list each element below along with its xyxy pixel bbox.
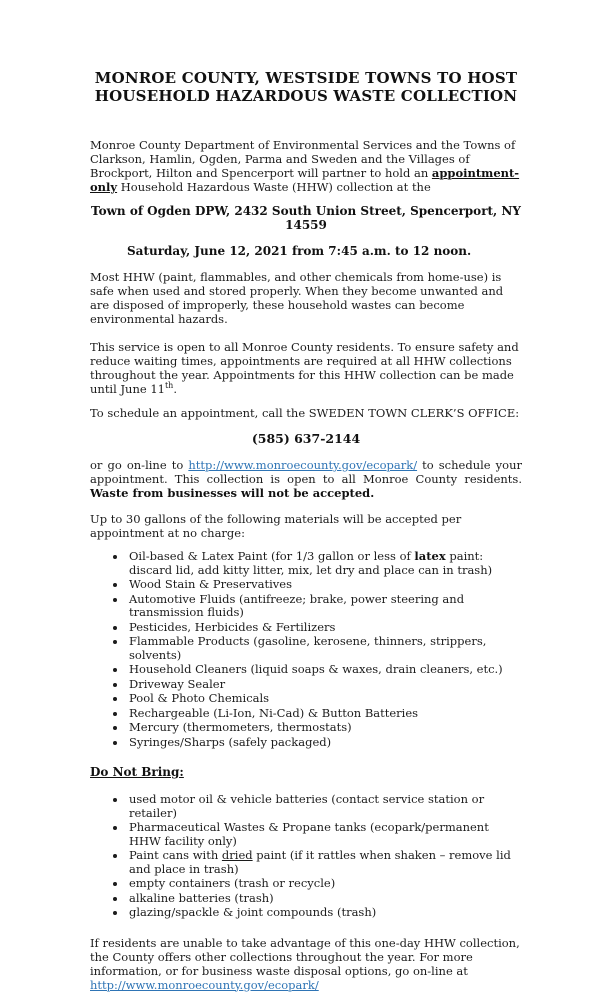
schedule-appointment-line: To schedule an appointment, call the SWEDEN TOWN CLERK’S OFFICE:	[90, 406, 520, 420]
text-run: Household Hazardous Waste (HHW) collection at the	[117, 180, 431, 194]
text-run: Flammable Products (gasoline, kerosene, thinners, strippers, solvents)	[129, 634, 487, 662]
text-run: Automotive Fluids (antifreeze; brake, power steering and transmission fluids)	[129, 591, 465, 619]
list-item	[127, 692, 522, 706]
emphasis-text: th	[164, 381, 174, 391]
list-item	[127, 849, 522, 876]
list-item	[127, 635, 522, 662]
list-item	[127, 578, 522, 592]
text-run: Wood Stain & Preservatives	[129, 577, 292, 591]
text-run: alkaline batteries (trash)	[129, 890, 274, 905]
accepted-materials-list	[90, 550, 522, 749]
do-not-bring-heading: Do Not Bring:	[90, 765, 184, 779]
hyperlink[interactable]: http://www.monroecounty.gov/ecopark/	[188, 458, 418, 472]
closing-paragraph	[90, 936, 522, 992]
do-not-bring-list	[90, 793, 522, 920]
text-run: glazing/spackle & joint compounds (trash)	[129, 905, 377, 919]
title-line-1: MONROE COUNTY, WESTSIDE TOWNS TO HOST	[94, 69, 518, 87]
text-run: .	[173, 382, 177, 396]
text-run: Paint cans with	[129, 848, 222, 862]
list-item	[127, 821, 522, 848]
text-run: to schedule your appointment. This collection is open to all Monroe County residents.	[90, 458, 522, 486]
hyperlink[interactable]: http://www.monroecounty.gov/ecopark/	[90, 977, 319, 992]
text-run: paint (if it rattles when shaken – remove lid and place in trash)	[129, 848, 511, 876]
document-title	[90, 70, 522, 105]
text-run: Monroe County Department of Environmental Services and the Towns of Clarkson, Hamlin, Ogden, Parma and Sweden and the Villages of Brockport, Hilton and Spencerport will partner to hold an	[90, 138, 516, 180]
list-item	[127, 621, 522, 635]
accepted-materials-intro: Up to 30 gallons of the following materials will be accepted per appointment at no charge:	[90, 512, 462, 540]
event-location-line: Town of Ogden DPW, 2432 South Union Street, Spencerport, NY 14559	[91, 204, 521, 232]
emphasis-text: latex	[414, 549, 446, 563]
list-item	[127, 707, 522, 721]
title-line-2: HOUSEHOLD HAZARDOUS WASTE COLLECTION	[94, 86, 518, 105]
text-run: Driveway Sealer	[129, 676, 226, 691]
phone-number: (585) 637-2144	[251, 431, 361, 446]
text-run: Pool & Photo Chemicals	[129, 691, 270, 705]
intro-paragraph	[90, 138, 522, 194]
emphasis-text: appointment-only	[90, 166, 520, 194]
emphasis-text: dried	[221, 848, 253, 862]
online-scheduling-paragraph	[90, 458, 522, 500]
text-run: This service is open to all Monroe County residents. To ensure safety and reduce waiting times, appointments are required at all HHW collections throughout the year. Appointments for this HHW collection can be made until June 11	[90, 340, 519, 396]
text-run: Syringes/Sharps (safely packaged)	[129, 734, 332, 749]
list-item	[127, 678, 522, 692]
text-run: Oil-based & Latex Paint (for 1/3 gallon or less of	[129, 549, 415, 563]
hhw-safety-paragraph: Most HHW (paint, flammables, and other chemicals from home-use) is safe when used and stored properly. When they become unwanted and are disposed of improperly, these household wastes can become environmental hazards.	[90, 270, 504, 326]
list-item	[127, 793, 522, 820]
list-item	[127, 663, 522, 677]
text-run: Rechargeable (Li-Ion, Ni-Cad) & Button Batteries	[129, 705, 419, 720]
list-item	[127, 593, 522, 620]
text-run: empty containers (trash or recycle)	[129, 876, 336, 890]
emphasis-text: Waste from businesses will not be accepted.	[90, 486, 375, 500]
list-item	[127, 736, 522, 750]
event-datetime-line: Saturday, June 12, 2021 from 7:45 a.m. to 12 noon.	[127, 244, 472, 258]
text-run: Household Cleaners (liquid soaps & waxes, drain cleaners, etc.)	[129, 662, 503, 676]
text-run: paint: discard lid, add kitty litter, mix, let dry and place can in trash)	[129, 549, 493, 577]
list-item	[127, 550, 522, 577]
text-run: Pesticides, Herbicides & Fertilizers	[129, 619, 336, 634]
service-info-paragraph	[90, 340, 522, 396]
list-item	[127, 906, 522, 920]
list-item	[127, 877, 522, 891]
list-item	[127, 892, 522, 906]
text-run: or go on-line to	[90, 458, 189, 472]
text-run: If residents are unable to take advantage of this one-day HHW collection, the County offers other collections throughout the year. For more information, or for business waste disposal options, go on-line at	[90, 935, 520, 978]
text-run: Mercury (thermometers, thermostats)	[129, 720, 352, 734]
list-item	[127, 721, 522, 735]
text-run: used motor oil & vehicle batteries (contact service station or retailer)	[129, 792, 485, 820]
text-run: Pharmaceutical Wastes & Propane tanks (ecopark/permanent HHW facility only)	[129, 820, 489, 848]
